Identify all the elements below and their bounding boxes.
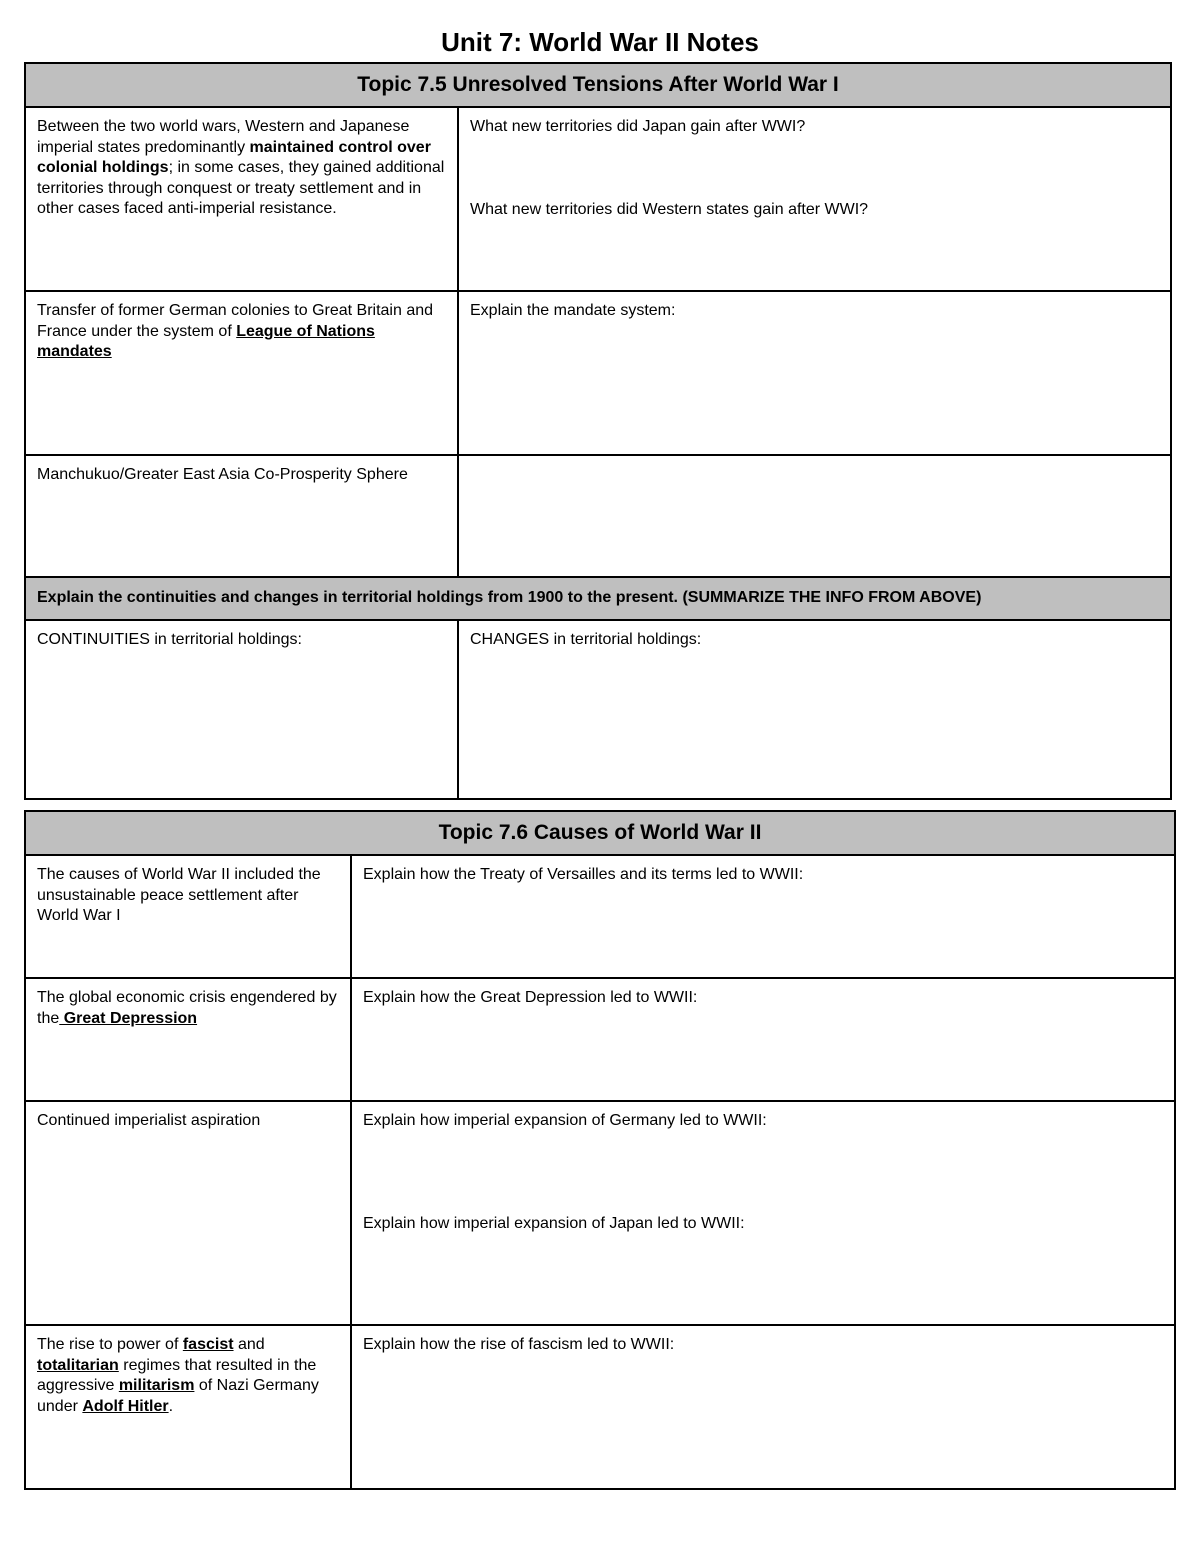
- mandates-context-cell: Transfer of former German colonies to Great Britain and France under the system of League of Nations mandates: [25, 291, 458, 455]
- key-term-adolf-hitler: Adolf Hitler: [82, 1397, 169, 1415]
- mandate-system-question: Explain the mandate system:: [470, 302, 676, 319]
- imperialism-context-cell: Continued imperialist aspiration: [25, 1101, 351, 1325]
- key-term-great-depression: Great Depression: [59, 1009, 198, 1027]
- topic-7-6-header: Topic 7.6 Causes of World War II: [25, 811, 1175, 855]
- territories-question-cell[interactable]: [458, 107, 1171, 291]
- depression-question: Explain how the Great Depression led to WWII:: [363, 989, 698, 1006]
- key-term-colonial-holdings: maintained control over colonial holdings: [37, 138, 431, 176]
- manchukuo-context-cell: Manchukuo/Greater East Asia Co-Prosperity Sphere: [25, 455, 458, 577]
- key-term-league-mandates: League of Nations mandates: [37, 322, 375, 360]
- japan-expansion-question: Explain how imperial expansion of Japan led to WWII:: [363, 1214, 745, 1232]
- versailles-question-cell[interactable]: [351, 855, 1175, 978]
- japan-territories-question: What new territories did Japan gain after WWI?: [470, 118, 806, 135]
- changes-cell[interactable]: CHANGES in territorial holdings:: [458, 620, 1171, 799]
- germany-expansion-question: Explain how imperial expansion of Germany led to WWII:: [363, 1112, 767, 1129]
- topic-7-6-table: [24, 810, 1176, 1490]
- western-territories-question: What new territories did Western states gain after WWI?: [470, 200, 869, 218]
- topic-7-5-table: [24, 62, 1172, 800]
- depression-question-cell[interactable]: [351, 978, 1175, 1101]
- depression-context-cell: The global economic crisis engendered by the Great Depression: [25, 978, 351, 1101]
- key-term-totalitarian: totalitarian: [37, 1356, 119, 1374]
- fascism-question: Explain how the rise of fascism led to WWII:: [363, 1336, 675, 1353]
- page-title: Unit 7: World War II Notes: [441, 27, 759, 57]
- key-term-militarism: militarism: [118, 1377, 195, 1394]
- imperialism-question-cell[interactable]: [351, 1101, 1175, 1325]
- continuities-cell[interactable]: CONTINUITIES in territorial holdings:: [25, 620, 458, 799]
- versailles-question: Explain how the Treaty of Versailles and its terms led to WWII:: [363, 866, 804, 883]
- manchukuo-answer-cell[interactable]: [458, 455, 1171, 577]
- mandate-question-cell[interactable]: [458, 291, 1171, 455]
- fascism-context-cell: The rise to power of fascist and totalitarian regimes that resulted in the aggressive militarism of Nazi Germany under Adolf Hitler.: [25, 1325, 351, 1489]
- fascism-question-cell[interactable]: [351, 1325, 1175, 1489]
- versailles-context-cell: The causes of World War II included the unsustainable peace settlement after World War I: [25, 855, 351, 978]
- territories-context-cell: Between the two world wars, Western and Japanese imperial states predominantly maintained control over colonial holdings; in some cases, they gained additional territories through conquest or treaty settlement and in other cases faced anti-imperial resistance.: [25, 107, 458, 291]
- key-term-fascist: fascist: [182, 1336, 234, 1353]
- topic-7-5-header: Topic 7.5 Unresolved Tensions After World War I: [25, 63, 1171, 107]
- summary-header: Explain the continuities and changes in territorial holdings from 1900 to the present. (SUMMARIZE THE INFO FROM ABOVE): [25, 577, 1171, 620]
